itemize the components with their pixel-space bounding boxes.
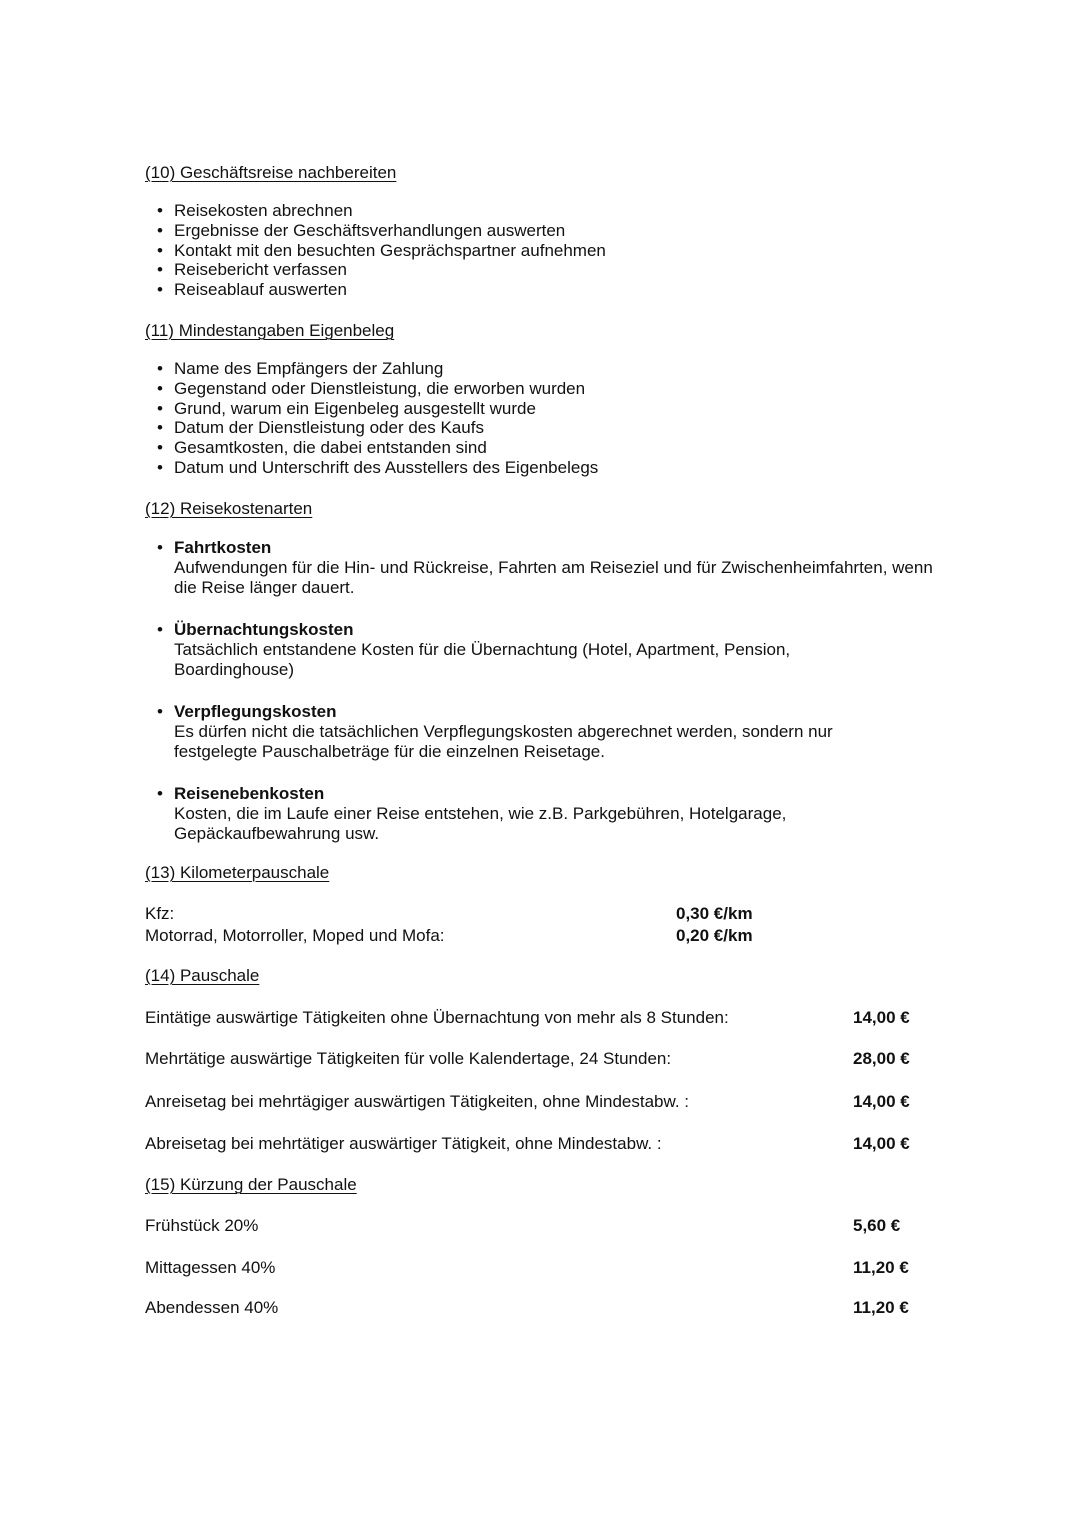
list-item: • Ergebnisse der Geschäftsverhandlungen auswerten <box>157 220 566 240</box>
row-value: 14,00 € <box>853 1008 910 1027</box>
section-heading: (13) Kilometerpauschale <box>145 863 330 882</box>
bullet-list <box>145 201 945 300</box>
bullet-icon: • <box>157 784 163 803</box>
table-row <box>145 1216 945 1236</box>
section-15-heading-wrap <box>145 1175 945 1197</box>
list-item: • Gesamtkosten, die dabei entstanden sind <box>157 438 487 458</box>
row-label: Eintätige auswärtige Tätigkeiten ohne Übernachtung von mehr als 8 Stunden: <box>145 1008 729 1027</box>
bullet-icon: • <box>157 620 163 639</box>
list-item: • Grund, warum ein Eigenbeleg ausgestellt wurde <box>157 398 536 418</box>
row-value: 0,20 €/km <box>676 926 753 945</box>
table-row <box>145 1298 945 1318</box>
row-value: 11,20 € <box>853 1298 909 1317</box>
table-row <box>145 1008 945 1028</box>
row-value: 5,60 € <box>853 1216 901 1235</box>
table-row <box>145 926 945 948</box>
bullet-icon: • <box>157 378 163 398</box>
row-value: 28,00 € <box>853 1049 910 1068</box>
list-item: • Datum und Unterschrift des Ausstellers des Eigenbelegs <box>157 457 599 477</box>
list-item <box>145 620 945 680</box>
list-item <box>145 538 945 598</box>
list-item: • Reisebericht verfassen <box>157 260 347 280</box>
cost-type-title: Reisenebenkosten <box>174 784 325 803</box>
cost-type-list <box>145 538 945 844</box>
cost-type-description: Es dürfen nicht die tatsächlichen Verpflegungskosten abgerechnet werden, sondern nur festgelegte Pauschalbeträge für die einzelnen Reisetage. <box>174 722 833 761</box>
cost-type-description: Aufwendungen für die Hin- und Rückreise, Fahrten am Reiseziel und für Zwischenheimfahrten, wenn die Reise länger dauert. <box>174 558 933 597</box>
row-label: Kfz: <box>145 904 175 923</box>
bullet-icon: • <box>157 538 163 557</box>
row-value: 14,00 € <box>853 1092 910 1111</box>
section-11 <box>145 321 945 492</box>
bullet-icon: • <box>157 702 163 721</box>
section-heading: (10) Geschäftsreise nachbereiten <box>145 163 397 182</box>
list-item <box>145 702 945 762</box>
cost-type-description: Kosten, die im Laufe einer Reise entstehen, wie z.B. Parkgebühren, Hotelgarage, Gepäckaufbewahrung usw. <box>174 804 787 843</box>
row-label: Frühstück 20% <box>145 1216 259 1235</box>
bullet-icon: • <box>157 220 163 240</box>
cost-type-title: Übernachtungskosten <box>174 620 354 639</box>
bullet-icon: • <box>157 398 163 418</box>
row-value: 0,30 €/km <box>676 904 753 923</box>
row-label: Mehrtätige auswärtige Tätigkeiten für volle Kalendertage, 24 Stunden: <box>145 1049 672 1068</box>
list-item: • Reiseablauf auswerten <box>157 280 347 300</box>
section-heading: (11) Mindestangaben Eigenbeleg <box>145 321 395 340</box>
list-item: • Name des Empfängers der Zahlung <box>157 359 444 378</box>
list-item <box>145 784 945 844</box>
bullet-icon: • <box>157 201 163 220</box>
bullet-icon: • <box>157 260 163 280</box>
row-label: Abendessen 40% <box>145 1298 279 1317</box>
cost-type-description: Tatsächlich entstandene Kosten für die Übernachtung (Hotel, Apartment, Pension, Boardinghouse) <box>174 640 791 679</box>
row-label: Mittagessen 40% <box>145 1258 276 1277</box>
list-item: • Reisekosten abrechnen <box>157 201 353 220</box>
bullet-icon: • <box>157 418 163 438</box>
bullet-icon: • <box>157 240 163 260</box>
bullet-icon: • <box>157 280 163 300</box>
bullet-icon: • <box>157 359 163 378</box>
row-label: Anreisetag bei mehrtägiger auswärtigen Tätigkeiten, ohne Mindestabw. : <box>145 1092 690 1111</box>
row-value: 14,00 € <box>853 1134 910 1153</box>
section-12 <box>145 499 945 866</box>
table-row <box>145 1092 945 1112</box>
list-item: • Gegenstand oder Dienstleistung, die erworben wurden <box>157 378 586 398</box>
table-row <box>145 1049 945 1069</box>
list-item: • Datum der Dienstleistung oder des Kaufs <box>157 418 484 438</box>
bullet-icon: • <box>157 457 163 477</box>
bullet-icon: • <box>157 438 163 458</box>
row-label: Motorrad, Motorroller, Moped und Mofa: <box>145 926 445 945</box>
cost-type-title: Verpflegungskosten <box>174 702 337 721</box>
mileage-table <box>145 904 945 948</box>
section-10 <box>145 163 945 314</box>
section-13 <box>145 863 945 948</box>
section-heading: (14) Pauschale <box>145 966 260 985</box>
section-heading: (12) Reisekostenarten <box>145 499 313 518</box>
row-label: Abreisetag bei mehrtätiger auswärtiger Tätigkeit, ohne Mindestabw. : <box>145 1134 662 1153</box>
table-row <box>145 1258 945 1278</box>
table-row <box>145 1134 945 1154</box>
cost-type-title: Fahrtkosten <box>174 538 272 557</box>
table-row <box>145 904 945 926</box>
list-item: • Kontakt mit den besuchten Gesprächspartner aufnehmen <box>157 240 606 260</box>
row-value: 11,20 € <box>853 1258 909 1277</box>
section-14-heading-wrap <box>145 966 945 988</box>
bullet-list <box>145 359 945 478</box>
section-heading: (15) Kürzung der Pauschale <box>145 1175 357 1194</box>
